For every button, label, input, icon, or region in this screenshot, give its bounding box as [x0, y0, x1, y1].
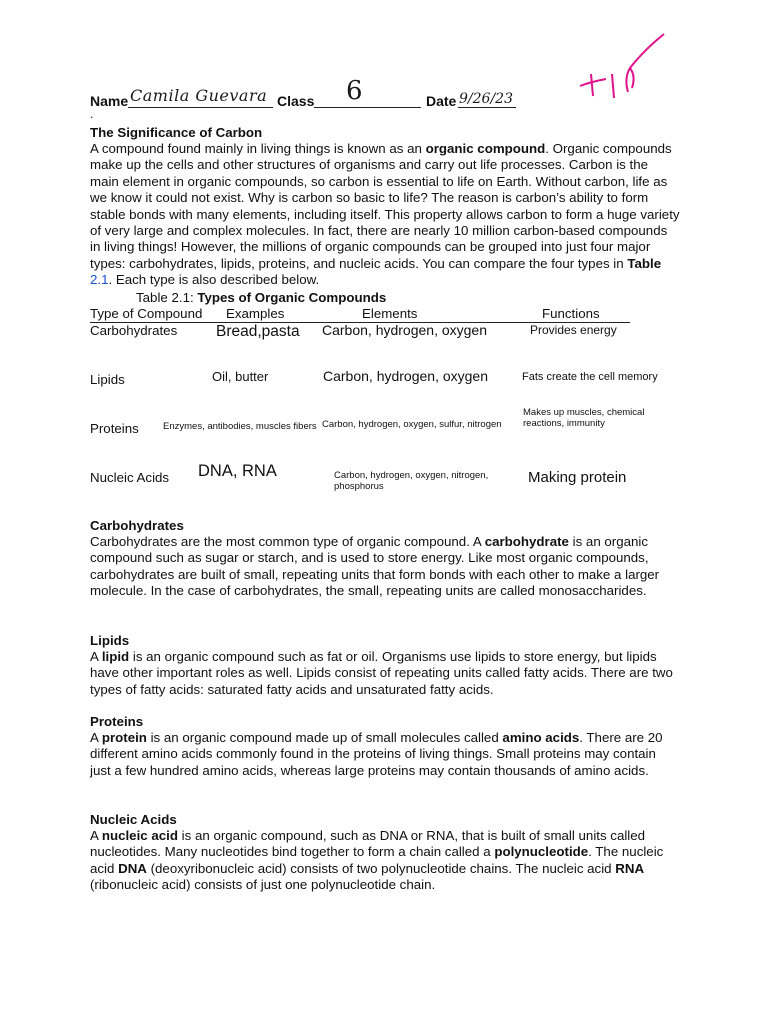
intro-title: The Significance of Carbon [90, 125, 263, 140]
class-label: Class [277, 93, 315, 109]
row-type: Proteins [90, 421, 139, 436]
header-type: Type of Compound [90, 306, 203, 321]
table-caption: Table 2.1: Types of Organic Compounds [136, 290, 387, 305]
row-elements: Carbon, hydrogen, oxygen, sulfur, nitrogen [322, 419, 502, 430]
proteins-paragraph: A protein is an organic compound made up of small molecules called amino acids. There are 20 different amino acids commonly found in the proteins of living things. Small proteins may contain just a few hundred amino acids, whereas large proteins may contain thousands of amino acids. [90, 730, 663, 778]
stray-dot: . [90, 107, 94, 121]
row-type: Lipids [90, 372, 125, 387]
class-underline [314, 107, 421, 108]
proteins-section [90, 714, 680, 779]
row-functions: Provides energy [530, 323, 617, 337]
intro-paragraph: A compound found mainly in living things is known as an organic compound. Organic compounds make up the cells and other structures of organisms and carry out life processes. Carbon is the main element in organic compounds, so carbon is essential to life on Earth. Without carbon, life as we know it could not exist. Why is carbon so basic to life? The reason is carbon’s ability to form stable bonds with many elements, including itself. This property allows carbon to form a huge variety of very large and complex molecules. In fact, there are nearly 10 million carbon-based compounds in living things! However, the millions of organic compounds can be grouped into just four major types: carbohydrates, lipids, proteins, and nucleic acids. You can compare the four types in Table 2.1. Each type is also described below. [90, 141, 680, 288]
class-value[interactable]: 6 [346, 76, 363, 106]
header-examples: Examples [226, 306, 285, 321]
proteins-title: Proteins [90, 714, 144, 729]
row-examples: DNA, RNA [198, 462, 277, 480]
row-type: Carbohydrates [90, 323, 178, 338]
intro-section [90, 125, 680, 289]
name-underline [128, 107, 273, 108]
carbohydrates-paragraph: Carbohydrates are the most common type of organic compound. A carbohydrate is an organic compound such as sugar or starch, and is used to store energy. Like most organic compounds, carbohydrates are built of small, repeating units that form bonds with each other to make a larger molecule. In the case of carbohydrates, the small, repeating units are called monosaccharides. [90, 534, 660, 599]
name-value[interactable]: Camila Guevara [130, 86, 268, 105]
header-functions: Functions [542, 306, 600, 321]
table-link[interactable]: 2.1 [90, 272, 109, 288]
table-header-row [90, 306, 630, 323]
row-examples: Oil, butter [212, 369, 269, 384]
date-label: Date [426, 93, 457, 109]
row-elements: Carbon, hydrogen, oxygen [323, 368, 488, 384]
row-elements: Carbon, hydrogen, oxygen [322, 322, 487, 338]
row-elements: Carbon, hydrogen, oxygen, nitrogen, phosphorus [334, 470, 489, 492]
lipids-paragraph: A lipid is an organic compound such as fat or oil. Organisms use lipids to store energy, but lipids have other important roles as well. Lipids consist of repeating units called fatty acids. There are two types of fatty acids: saturated fatty acids and unsaturated fatty acids. [90, 649, 673, 697]
row-functions: Makes up muscles, chemical reactions, immunity [523, 407, 645, 429]
row-functions: Making protein [528, 469, 627, 486]
row-type: Nucleic Acids [90, 470, 170, 485]
date-underline [458, 107, 516, 108]
date-value[interactable]: 9/26/23 [459, 91, 513, 107]
header-elements: Elements [362, 306, 418, 321]
row-examples: Enzymes, antibodies, muscles fibers [163, 421, 317, 432]
lipids-section [90, 633, 680, 698]
grade-mark [572, 30, 672, 102]
lipids-title: Lipids [90, 633, 130, 648]
row-examples: Bread,pasta [216, 323, 300, 340]
nucleic-acids-paragraph: A nucleic acid is an organic compound, such as DNA or RNA, that is built of small units called nucleotides. Many nucleotides bind together to form a chain called a polynucleotide. The nucleic acid DNA (deoxyribonucleic acid) consists of two polynucleotide chains. The nucleic acid RNA (ribonucleic acid) consists of just one polynucleotide chain. [90, 828, 664, 893]
nucleic-acids-title: Nucleic Acids [90, 812, 177, 827]
name-label: Name [90, 93, 129, 109]
nucleic-acids-section [90, 812, 680, 894]
carbohydrates-section [90, 518, 685, 600]
row-functions: Fats create the cell memory [522, 371, 658, 383]
carbohydrates-title: Carbohydrates [90, 518, 184, 533]
